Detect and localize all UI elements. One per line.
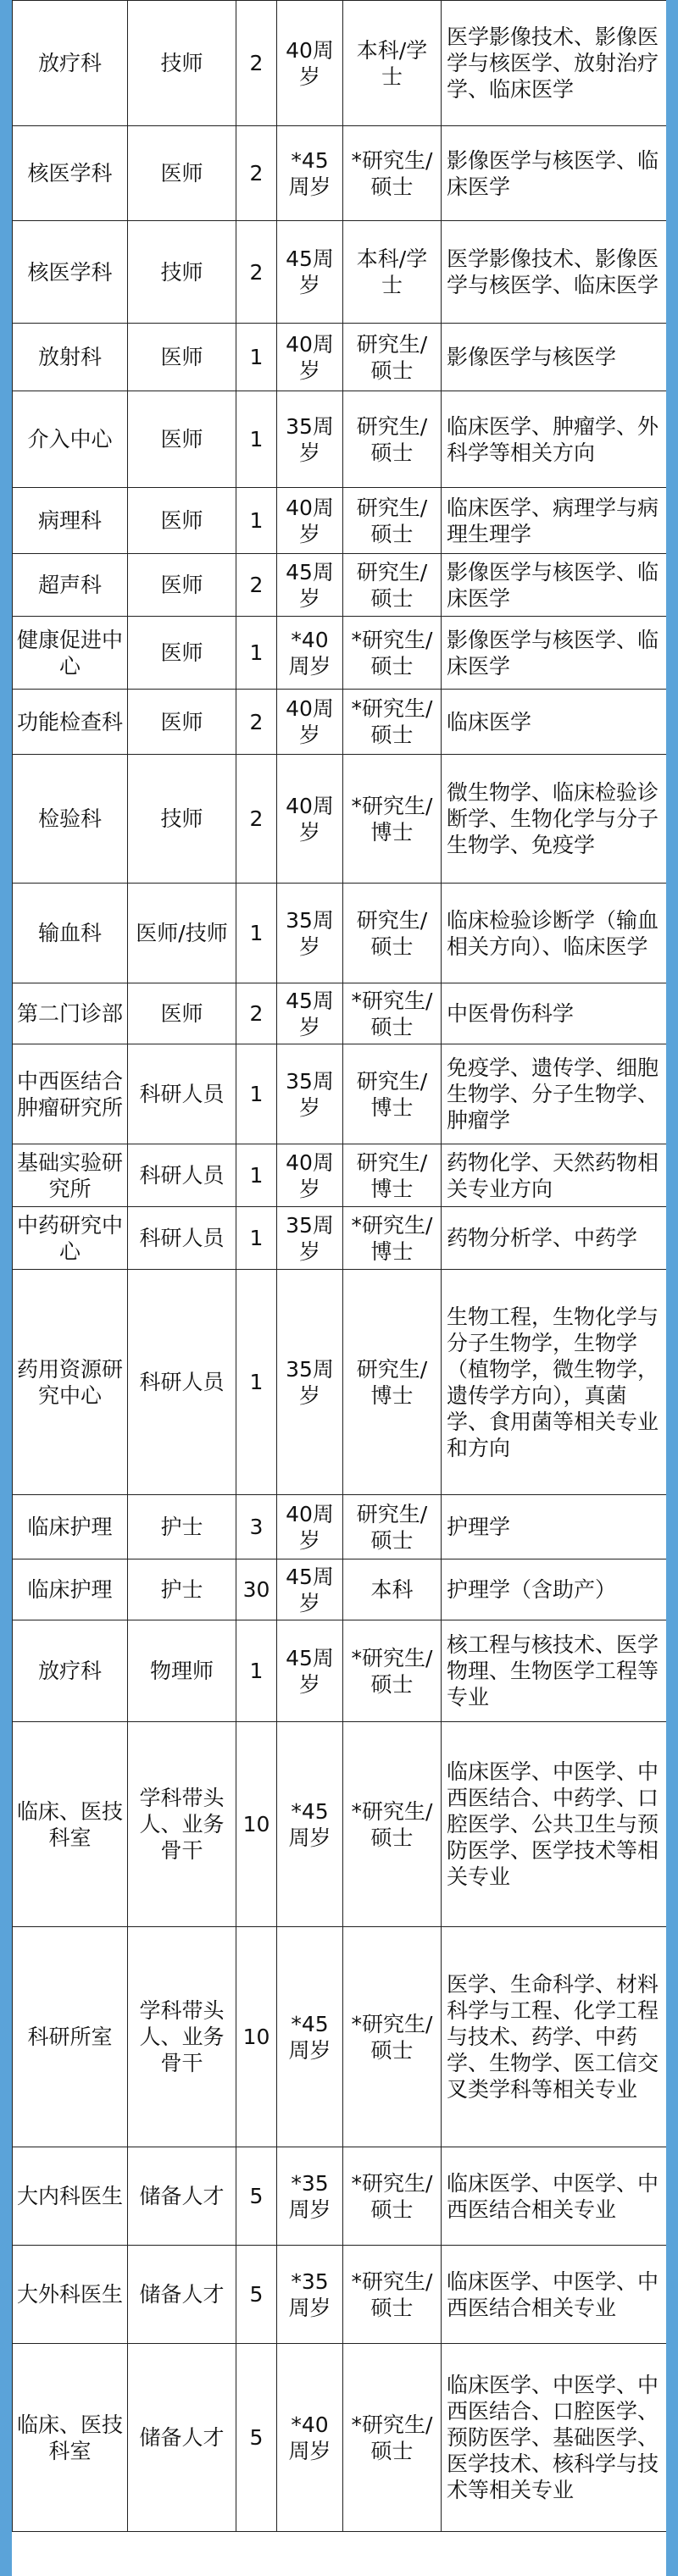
education-cell: 研究生/硕士 bbox=[343, 554, 442, 617]
count-cell: 1 bbox=[236, 488, 277, 554]
major-cell: 医学、生命科学、材料科学与工程、化学工程与技术、药学、中药学、生物学、医工信交叉类学科等相关专业 bbox=[442, 1927, 667, 2147]
position-cell: 医师/技师 bbox=[128, 884, 236, 983]
table-row bbox=[13, 2147, 667, 2246]
count-cell: 2 bbox=[236, 1, 277, 126]
position-cell: 护士 bbox=[128, 1495, 236, 1559]
education-cell: 研究生/博士 bbox=[343, 1270, 442, 1495]
count-cell: 1 bbox=[236, 324, 277, 391]
dept-cell: 基础实验研究所 bbox=[13, 1144, 128, 1207]
education-cell: 研究生/博士 bbox=[343, 1044, 442, 1144]
position-cell: 技师 bbox=[128, 1, 236, 126]
dept-cell: 核医学科 bbox=[13, 126, 128, 221]
table-row bbox=[13, 1044, 667, 1144]
table-row bbox=[13, 221, 667, 324]
education-cell: *研究生/硕士 bbox=[343, 126, 442, 221]
position-cell: 科研人员 bbox=[128, 1270, 236, 1495]
position-cell: 学科带头人、业务骨干 bbox=[128, 1927, 236, 2147]
table-row bbox=[13, 488, 667, 554]
age-cell: *40周岁 bbox=[277, 617, 343, 690]
count-cell: 2 bbox=[236, 983, 277, 1044]
age-cell: 35周岁 bbox=[277, 1270, 343, 1495]
table-row bbox=[13, 617, 667, 690]
position-cell: 储备人才 bbox=[128, 2344, 236, 2532]
table-row bbox=[13, 126, 667, 221]
count-cell: 5 bbox=[236, 2246, 277, 2344]
table-body bbox=[13, 1, 667, 2532]
dept-cell: 放疗科 bbox=[13, 1620, 128, 1722]
count-cell: 2 bbox=[236, 755, 277, 884]
major-cell: 临床医学、病理学与病理生理学 bbox=[442, 488, 667, 554]
count-cell: 2 bbox=[236, 690, 277, 755]
table-row bbox=[13, 690, 667, 755]
major-cell: 影像医学与核医学、临床医学 bbox=[442, 617, 667, 690]
position-cell: 医师 bbox=[128, 324, 236, 391]
dept-cell: 检验科 bbox=[13, 755, 128, 884]
position-cell: 护士 bbox=[128, 1559, 236, 1620]
position-cell: 技师 bbox=[128, 221, 236, 324]
age-cell: 40周岁 bbox=[277, 1495, 343, 1559]
age-cell: 40周岁 bbox=[277, 1, 343, 126]
age-cell: 40周岁 bbox=[277, 488, 343, 554]
position-cell: 储备人才 bbox=[128, 2246, 236, 2344]
education-cell: 本科/学士 bbox=[343, 1, 442, 126]
age-cell: 40周岁 bbox=[277, 324, 343, 391]
major-cell: 护理学 bbox=[442, 1495, 667, 1559]
count-cell: 10 bbox=[236, 1722, 277, 1927]
age-cell: *45周岁 bbox=[277, 1927, 343, 2147]
education-cell: 研究生/硕士 bbox=[343, 488, 442, 554]
major-cell: 临床医学 bbox=[442, 690, 667, 755]
table-row bbox=[13, 1495, 667, 1559]
education-cell: *研究生/硕士 bbox=[343, 983, 442, 1044]
count-cell: 1 bbox=[236, 1044, 277, 1144]
dept-cell: 健康促进中心 bbox=[13, 617, 128, 690]
table-row bbox=[13, 1270, 667, 1495]
education-cell: *研究生/博士 bbox=[343, 755, 442, 884]
education-cell: 本科/学士 bbox=[343, 221, 442, 324]
position-cell: 医师 bbox=[128, 690, 236, 755]
major-cell: 临床医学、中医学、中西医结合相关专业 bbox=[442, 2147, 667, 2246]
age-cell: 45周岁 bbox=[277, 554, 343, 617]
dept-cell: 大外科医生 bbox=[13, 2246, 128, 2344]
education-cell: *研究生/硕士 bbox=[343, 2246, 442, 2344]
dept-cell: 药用资源研究中心 bbox=[13, 1270, 128, 1495]
major-cell: 生物工程，生物化学与分子生物学，生物学（植物学，微生物学，遗传学方向），真菌学、食用菌等相关专业和方向 bbox=[442, 1270, 667, 1495]
position-cell: 科研人员 bbox=[128, 1207, 236, 1270]
count-cell: 30 bbox=[236, 1559, 277, 1620]
table-row bbox=[13, 983, 667, 1044]
age-cell: 40周岁 bbox=[277, 1144, 343, 1207]
age-cell: 45周岁 bbox=[277, 983, 343, 1044]
age-cell: 45周岁 bbox=[277, 221, 343, 324]
count-cell: 1 bbox=[236, 617, 277, 690]
position-cell: 学科带头人、业务骨干 bbox=[128, 1722, 236, 1927]
table-row bbox=[13, 2344, 667, 2532]
age-cell: *40周岁 bbox=[277, 2344, 343, 2532]
position-cell: 医师 bbox=[128, 488, 236, 554]
age-cell: 40周岁 bbox=[277, 755, 343, 884]
dept-cell: 介入中心 bbox=[13, 391, 128, 488]
count-cell: 1 bbox=[236, 884, 277, 983]
table-row bbox=[13, 324, 667, 391]
position-cell: 医师 bbox=[128, 126, 236, 221]
age-cell: *45周岁 bbox=[277, 1722, 343, 1927]
table-row bbox=[13, 554, 667, 617]
table-row bbox=[13, 391, 667, 488]
education-cell: *研究生/硕士 bbox=[343, 617, 442, 690]
major-cell: 临床医学、中医学、中西医结合、口腔医学、预防医学、基础医学、医学技术、核科学与技术等相关专业 bbox=[442, 2344, 667, 2532]
education-cell: *研究生/硕士 bbox=[343, 1722, 442, 1927]
count-cell: 2 bbox=[236, 554, 277, 617]
dept-cell: 放疗科 bbox=[13, 1, 128, 126]
education-cell: *研究生/硕士 bbox=[343, 2147, 442, 2246]
age-cell: 35周岁 bbox=[277, 1044, 343, 1144]
education-cell: *研究生/硕士 bbox=[343, 1927, 442, 2147]
age-cell: 35周岁 bbox=[277, 1207, 343, 1270]
recruitment-table-frame bbox=[12, 0, 666, 2576]
age-cell: *35周岁 bbox=[277, 2147, 343, 2246]
position-cell: 物理师 bbox=[128, 1620, 236, 1722]
age-cell: 35周岁 bbox=[277, 884, 343, 983]
table-row bbox=[13, 2246, 667, 2344]
age-cell: 40周岁 bbox=[277, 690, 343, 755]
table-row bbox=[13, 1620, 667, 1722]
count-cell: 1 bbox=[236, 1207, 277, 1270]
education-cell: *研究生/硕士 bbox=[343, 690, 442, 755]
major-cell: 医学影像技术、影像医学与核医学、放射治疗学、临床医学 bbox=[442, 1, 667, 126]
education-cell: 研究生/硕士 bbox=[343, 324, 442, 391]
count-cell: 1 bbox=[236, 1270, 277, 1495]
major-cell: 影像医学与核医学、临床医学 bbox=[442, 126, 667, 221]
major-cell: 影像医学与核医学 bbox=[442, 324, 667, 391]
table-row bbox=[13, 1207, 667, 1270]
dept-cell: 第二门诊部 bbox=[13, 983, 128, 1044]
major-cell: 临床检验诊断学（输血相关方向）、临床医学 bbox=[442, 884, 667, 983]
dept-cell: 放射科 bbox=[13, 324, 128, 391]
dept-cell: 核医学科 bbox=[13, 221, 128, 324]
count-cell: 2 bbox=[236, 221, 277, 324]
age-cell: 45周岁 bbox=[277, 1559, 343, 1620]
recruitment-table bbox=[12, 0, 666, 2532]
dept-cell: 临床、医技科室 bbox=[13, 2344, 128, 2532]
major-cell: 临床医学、中医学、中西医结合、中药学、口腔医学、公共卫生与预防医学、医学技术等相关专业 bbox=[442, 1722, 667, 1927]
position-cell: 医师 bbox=[128, 617, 236, 690]
table-row bbox=[13, 1144, 667, 1207]
major-cell: 临床医学、肿瘤学、外科学等相关方向 bbox=[442, 391, 667, 488]
major-cell: 核工程与核技术、医学物理、生物医学工程等专业 bbox=[442, 1620, 667, 1722]
dept-cell: 病理科 bbox=[13, 488, 128, 554]
major-cell: 药物分析学、中药学 bbox=[442, 1207, 667, 1270]
education-cell: *研究生/硕士 bbox=[343, 1620, 442, 1722]
count-cell: 5 bbox=[236, 2344, 277, 2532]
count-cell: 1 bbox=[236, 1144, 277, 1207]
major-cell: 免疫学、遗传学、细胞生物学、分子生物学、肿瘤学 bbox=[442, 1044, 667, 1144]
education-cell: 研究生/硕士 bbox=[343, 884, 442, 983]
education-cell: 研究生/博士 bbox=[343, 1144, 442, 1207]
position-cell: 科研人员 bbox=[128, 1044, 236, 1144]
dept-cell: 超声科 bbox=[13, 554, 128, 617]
dept-cell: 大内科医生 bbox=[13, 2147, 128, 2246]
position-cell: 医师 bbox=[128, 554, 236, 617]
major-cell: 微生物学、临床检验诊断学、生物化学与分子生物学、免疫学 bbox=[442, 755, 667, 884]
position-cell: 科研人员 bbox=[128, 1144, 236, 1207]
education-cell: 本科 bbox=[343, 1559, 442, 1620]
major-cell: 护理学（含助产） bbox=[442, 1559, 667, 1620]
dept-cell: 中药研究中心 bbox=[13, 1207, 128, 1270]
age-cell: 45周岁 bbox=[277, 1620, 343, 1722]
age-cell: *35周岁 bbox=[277, 2246, 343, 2344]
age-cell: 35周岁 bbox=[277, 391, 343, 488]
table-row bbox=[13, 884, 667, 983]
table-row bbox=[13, 755, 667, 884]
dept-cell: 中西医结合肿瘤研究所 bbox=[13, 1044, 128, 1144]
education-cell: 研究生/硕士 bbox=[343, 1495, 442, 1559]
major-cell: 药物化学、天然药物相关专业方向 bbox=[442, 1144, 667, 1207]
education-cell: 研究生/硕士 bbox=[343, 391, 442, 488]
count-cell: 1 bbox=[236, 1620, 277, 1722]
major-cell: 医学影像技术、影像医学与核医学、临床医学 bbox=[442, 221, 667, 324]
table-row bbox=[13, 1927, 667, 2147]
table-row bbox=[13, 1, 667, 126]
position-cell: 医师 bbox=[128, 983, 236, 1044]
education-cell: *研究生/硕士 bbox=[343, 2344, 442, 2532]
major-cell: 中医骨伤科学 bbox=[442, 983, 667, 1044]
education-cell: *研究生/博士 bbox=[343, 1207, 442, 1270]
dept-cell: 临床护理 bbox=[13, 1495, 128, 1559]
age-cell: *45周岁 bbox=[277, 126, 343, 221]
count-cell: 1 bbox=[236, 391, 277, 488]
dept-cell: 输血科 bbox=[13, 884, 128, 983]
major-cell: 影像医学与核医学、临床医学 bbox=[442, 554, 667, 617]
dept-cell: 临床、医技科室 bbox=[13, 1722, 128, 1927]
count-cell: 3 bbox=[236, 1495, 277, 1559]
position-cell: 技师 bbox=[128, 755, 236, 884]
table-row bbox=[13, 1722, 667, 1927]
count-cell: 10 bbox=[236, 1927, 277, 2147]
count-cell: 5 bbox=[236, 2147, 277, 2246]
major-cell: 临床医学、中医学、中西医结合相关专业 bbox=[442, 2246, 667, 2344]
position-cell: 储备人才 bbox=[128, 2147, 236, 2246]
dept-cell: 功能检查科 bbox=[13, 690, 128, 755]
table-row bbox=[13, 1559, 667, 1620]
count-cell: 2 bbox=[236, 126, 277, 221]
dept-cell: 临床护理 bbox=[13, 1559, 128, 1620]
dept-cell: 科研所室 bbox=[13, 1927, 128, 2147]
position-cell: 医师 bbox=[128, 391, 236, 488]
